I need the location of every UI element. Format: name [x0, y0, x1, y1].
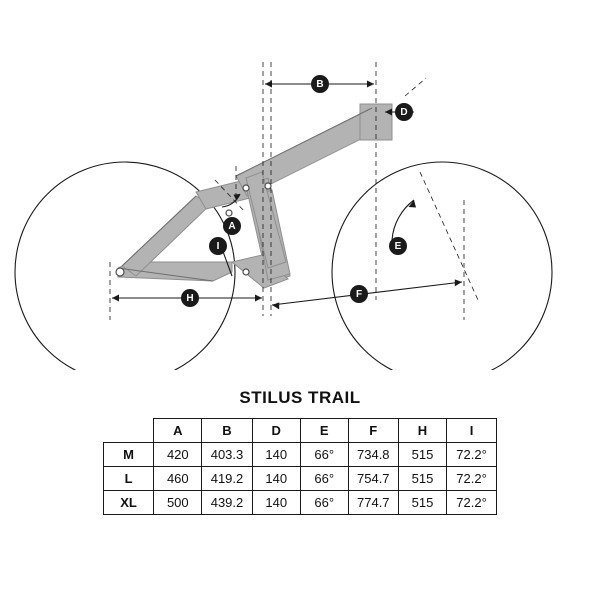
column-header-e: E — [300, 419, 348, 443]
callout-d — [395, 103, 413, 121]
cell-l-f: 754.7 — [348, 467, 398, 491]
callout-b — [311, 75, 329, 93]
cell-xl-f: 774.7 — [348, 491, 398, 515]
callout-i — [209, 237, 227, 255]
row-label-l: L — [104, 467, 154, 491]
cell-m-h: 515 — [398, 443, 446, 467]
cell-xl-b: 439.2 — [202, 491, 252, 515]
table-header — [104, 419, 497, 443]
front-wheel-circle — [332, 162, 552, 370]
page-title: STILUS TRAIL — [239, 388, 361, 407]
table-row — [104, 467, 497, 491]
geometry-table — [103, 418, 497, 515]
cell-m-i: 72.2° — [447, 443, 497, 467]
row-label-xl: XL — [104, 491, 154, 515]
cell-m-d: 140 — [252, 443, 300, 467]
cell-l-e: 66° — [300, 467, 348, 491]
cell-m-f: 734.8 — [348, 443, 398, 467]
cell-m-a: 420 — [154, 443, 202, 467]
cell-l-h: 515 — [398, 467, 446, 491]
callout-a-label: A — [228, 221, 236, 232]
head-angle-extension — [420, 172, 478, 300]
dim-f-arrow-left — [272, 302, 279, 309]
callout-e — [389, 237, 407, 255]
cell-l-d: 140 — [252, 467, 300, 491]
column-header-d: D — [252, 419, 300, 443]
callout-h-label: H — [186, 293, 194, 304]
callout-i-label: I — [216, 241, 220, 252]
column-header-f: F — [348, 419, 398, 443]
cell-m-b: 403.3 — [202, 443, 252, 467]
dim-f-arrow-right — [455, 279, 462, 286]
rear-axle-pivot — [116, 268, 124, 276]
construction-lines — [110, 62, 478, 320]
cell-l-a: 460 — [154, 467, 202, 491]
column-header-h: H — [398, 419, 446, 443]
row-label-m: M — [104, 443, 154, 467]
callout-f — [350, 285, 368, 303]
callout-d-label: D — [400, 107, 408, 118]
cell-xl-e: 66° — [300, 491, 348, 515]
cell-xl-h: 515 — [398, 491, 446, 515]
cell-m-e: 66° — [300, 443, 348, 467]
head-angle-guide — [405, 78, 426, 96]
dim-b-arrow-right — [367, 81, 374, 88]
table-body — [104, 443, 497, 515]
column-header-b: B — [202, 419, 252, 443]
callout-e-label: E — [394, 241, 402, 252]
table-header-row — [104, 419, 497, 443]
table-row — [104, 443, 497, 467]
cell-xl-d: 140 — [252, 491, 300, 515]
callout-b-label: B — [316, 79, 324, 90]
frame-shape — [118, 104, 392, 288]
callout-a — [223, 217, 241, 235]
geometry-table-wrap — [103, 418, 497, 515]
bottom-bracket-pivot — [243, 269, 249, 275]
shock-mount-pivot — [243, 185, 249, 191]
cell-xl-a: 500 — [154, 491, 202, 515]
pivot-a — [226, 210, 232, 216]
column-header-i: I — [447, 419, 497, 443]
table-corner-cell — [104, 419, 154, 443]
dim-h-arrow-left — [112, 295, 119, 302]
dim-b-arrow-left — [265, 81, 272, 88]
cell-l-b: 419.2 — [202, 467, 252, 491]
table-row — [104, 491, 497, 515]
callout-f-label: F — [355, 289, 363, 300]
cell-l-i: 72.2° — [447, 467, 497, 491]
dim-h-arrow-right — [255, 295, 262, 302]
rocker-pivot — [265, 183, 271, 189]
column-header-a: A — [154, 419, 202, 443]
cell-xl-i: 72.2° — [447, 491, 497, 515]
callout-h — [181, 289, 199, 307]
